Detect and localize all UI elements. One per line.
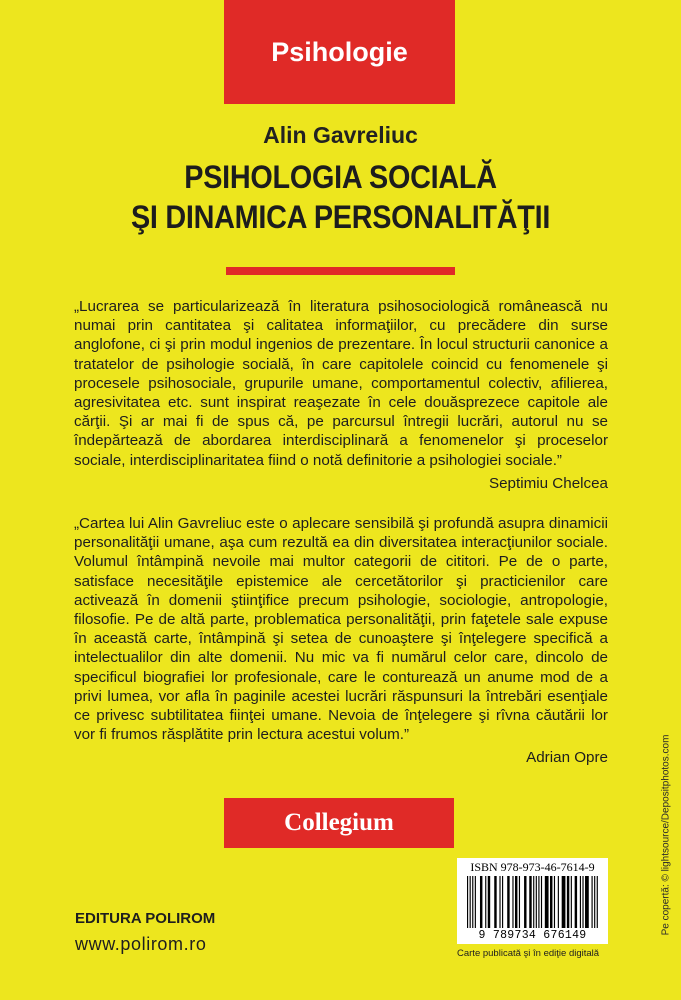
review-quote-1-author: Septimiu Chelcea	[488, 474, 608, 492]
cover-photo-credit-text: Pe copertă: © lightsource/Depositphotos.com	[660, 734, 672, 936]
barcode-block	[457, 858, 608, 944]
isbn-label: ISBN 978-973-46-7614-9	[470, 860, 595, 874]
series-label: Psihologie	[224, 0, 455, 104]
title-divider	[226, 267, 455, 275]
cover-photo-credit	[659, 720, 673, 950]
barcode-digits: 9 789734 676149	[478, 929, 587, 942]
review-quote-2-text: „Cartea lui Alin Gavreliuc este o aplecare sensibilă şi profundă asupra dinamicii personalităţii umane, aşa cum rezultă ea din diversitatea interacţiunilor sociale. Volumul întâmpină nevoile mai multor categorii de cititori. Pe de o parte, satisface necesităţile epistemice ale cercetătorilor şi practicienilor care activează în domenii ştiinţifice precum psihologie, sociologie, antropologie, filosofie. Pe de altă parte, problematica personalităţii, prin faţetele sale expuse în această carte, întâmpină şi setea de cunoaştere şi înţelegere specifică a intelectualilor din alte domenii. Nu mic va fi numărul celor care, dincolo de specificul biografiei lor profesionale, care le conturează un anume mod de a privi lumea, vor afla în paginile acestei lucrări răspunsuri la întrebări esenţiale ce privesc subtilitatea fiinţei umane. Nevoia de înţelegere şi rîvna căutării lor vor fi frumos răsplătite prin lectura acestui volum.”	[74, 515, 608, 744]
book-author: Alin Gavreliuc	[263, 122, 418, 148]
review-quote-2	[74, 514, 608, 768]
publisher-url: www.polirom.ro	[75, 934, 207, 954]
barcode-icon	[467, 876, 598, 928]
book-title	[34, 157, 647, 237]
review-quote-1-text: „Lucrarea se particularizează în literatura psihosociologică românească nu numai prin cantitatea şi calitatea informaţiilor, cu precădere din surse anglofone, ci şi prin modul ingenios de prezentare. În locul structurii canonice a tratatelor de psihologie socială, în care capitolele coincid cu fenomenele şi procesele psihosociale, grupurile umane, comportamentul colectiv, afilierea, agresivitatea etc. sunt inspirat reaşezate în cele douăsprezece capitole ale cărţii. Şi ar mai fi de spus că, pe parcursul întregii lucrări, autorul nu se îndepărtează de abordarea interdisciplinară a fenomenelor şi proceselor sociale, interdisciplinaritatea fiind o notă definitorie a psihologiei sociale.”	[74, 298, 608, 469]
book-title-line-2: ŞI DINAMICA PERSONALITĂŢII	[130, 199, 551, 235]
book-title-line-1: PSIHOLOGIA SOCIALĂ	[184, 159, 497, 195]
review-quote-2-author: Adrian Opre	[526, 749, 608, 767]
publisher-name: EDITURA POLIROM	[75, 910, 216, 927]
collegium-logo: Collegium	[224, 798, 454, 848]
digital-edition-note: Carte publicată şi în ediţie digitală	[457, 948, 600, 959]
review-quote-1	[74, 297, 608, 493]
